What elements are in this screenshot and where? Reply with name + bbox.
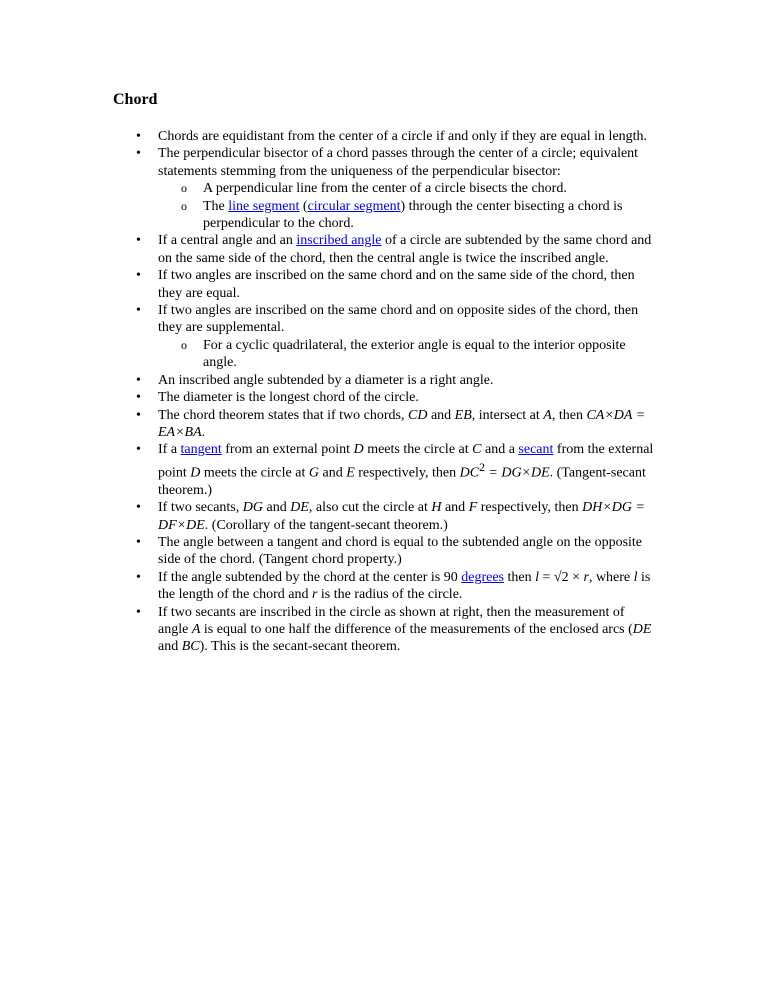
sub-list xyxy=(158,180,658,232)
list-item: • The perpendicular bisector of a chord passes through the center of a circle; equivalent statements stemming from the uniqueness of the perpendicular bisector: o A perpendicular line from the center of a circle bisects the chord. o The line segment (circular segment) through the center bisecting a chord is perpendicular to the chord. xyxy=(158,145,658,232)
list-item: • The diameter is the longest chord of the circle. xyxy=(158,389,658,406)
page-title: Chord xyxy=(113,91,158,108)
list-item: • If a tangent from an external point D meets the circle at C and a secant from the external point D meets the circle at G and E respectively, then $DC^2 = DG\times DE$. (Tangent-secant theorem.) xyxy=(158,441,658,499)
inscribed-angle-link[interactable]: inscribed angle xyxy=(296,233,382,249)
list-item: • If a central angle and an inscribed angle of a circle are subtended by the same chord and on the same side of the chord, then the central angle is twice the inscribed angle. xyxy=(158,232,658,267)
sub-list-item: o For a cyclic quadrilateral, the exterior angle is equal to the interior opposite angle. xyxy=(203,337,658,372)
tangent-link[interactable]: tangent xyxy=(180,442,222,458)
secant-link[interactable]: secant xyxy=(518,442,554,458)
sub-list-item: o A perpendicular line from the center of a circle bisects the chord. xyxy=(203,180,658,197)
list-item: • If two angles are inscribed on the same chord and on opposite sides of the chord, then they are supplemental. o For a cyclic quadrilateral, the exterior angle is equal to the interior opposite angle. xyxy=(158,302,658,372)
list-item: • Chords are equidistant from the center of a circle if and only if they are equal in length. xyxy=(158,128,658,145)
degrees-link[interactable]: degrees xyxy=(461,569,504,585)
sub-list xyxy=(158,337,658,372)
list-item: • If two secants, DG and DE, also cut the circle at H and F respectively, then DH×DG = DF×DE. (Corollary of the tangent-secant theorem.) xyxy=(158,499,658,534)
list-item: • If two angles are inscribed on the same chord and on the same side of the chord, then they are equal. xyxy=(158,267,658,302)
chord-properties-list xyxy=(158,128,658,656)
list-item: • An inscribed angle subtended by a diameter is a right angle. xyxy=(158,372,658,389)
list-item: • The chord theorem states that if two chords, CD and EB, intersect at A, then CA×DA = EA×BA. xyxy=(158,407,658,442)
list-item: • If two secants are inscribed in the circle as shown at right, then the measurement of angle A is equal to one half the difference of the measurements of the enclosed arcs (DE and BC). This is the secant-secant theorem. xyxy=(158,604,658,656)
list-item: • The angle between a tangent and chord is equal to the subtended angle on the opposite side of the chord. (Tangent chord property.) xyxy=(158,534,658,569)
sub-list-item: o The line segment (circular segment) through the center bisecting a chord is perpendicular to the chord. xyxy=(203,198,658,233)
list-item: • If the angle subtended by the chord at the center is 90 degrees then l = √2 × r, where l is the length of the chord and r is the radius of the circle. xyxy=(158,569,658,604)
line-segment-link[interactable]: line segment xyxy=(228,198,300,214)
circular-segment-link[interactable]: circular segment xyxy=(307,198,401,214)
